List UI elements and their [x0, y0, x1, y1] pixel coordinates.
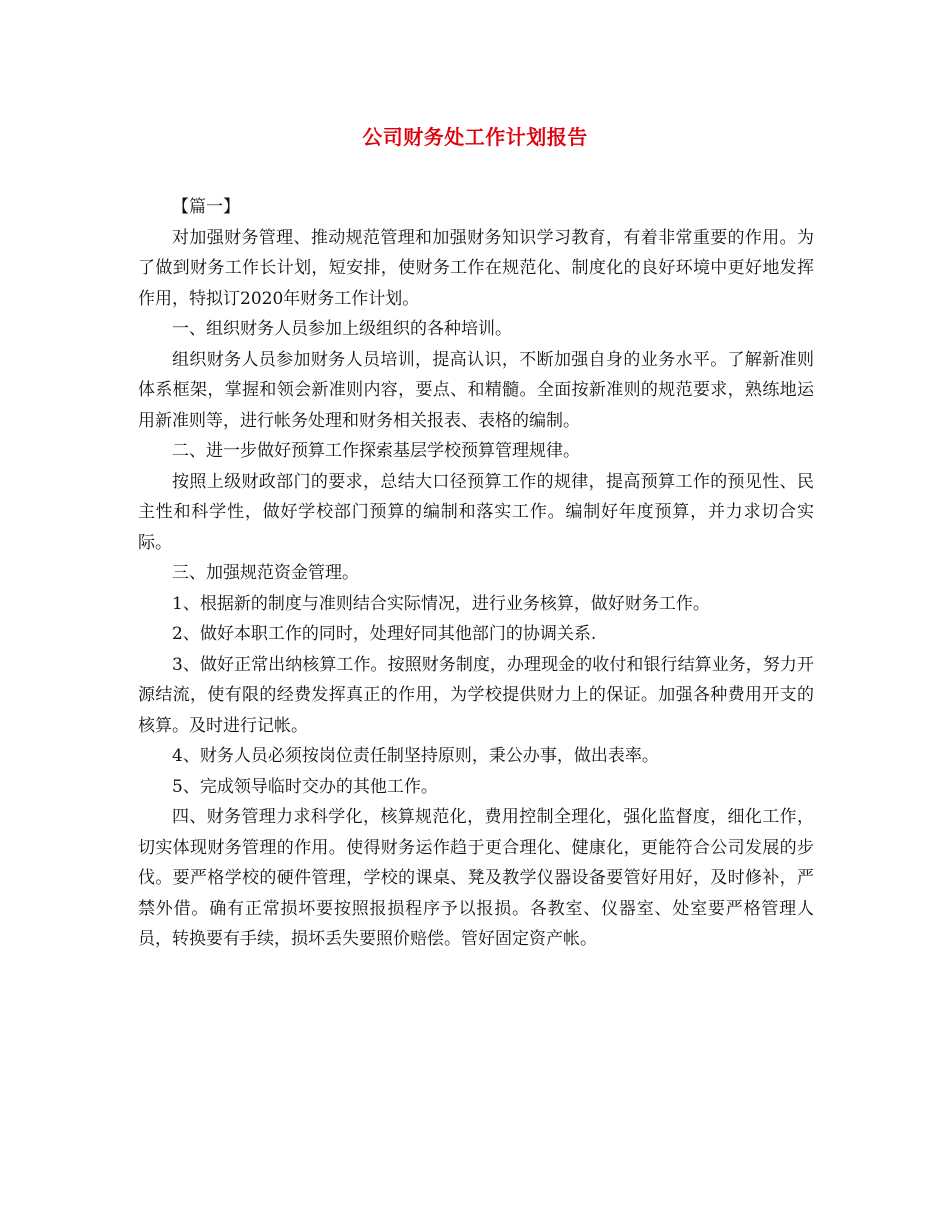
document-title: 公司财务处工作计划报告: [362, 125, 588, 149]
paragraph-budget: 按照上级财政部门的要求，总结大口径预算工作的规律，提高预算工作的预见性、民主性和科学性，做好学校部门预算的编制和落实工作。编制好年度预算，并力求切合实际。: [138, 471, 814, 553]
paragraph-training: 组织财务人员参加财务人员培训，提高认识，不断加强自身的业务水平。了解新准则体系框架，掌握和领会新准则内容，要点、和精髓。全面按新准则的规范要求，熟练地运用新准则等，进行帐务处理和财务相关报表、表格的编制。: [138, 349, 814, 431]
paragraph-management-science: 四、财务管理力求科学化，核算规范化，费用控制全理化，强化监督度，细化工作，切实体现财务管理的作用。使得财务运作趋于更合理化、健康化，更能符合公司发展的步伐。要严格学校的硬件管理，学校的课桌、凳及教学仪器设备要管好用好，及时修补，严禁外借。确有正常损坏要按照报损程序予以报损。各教室、仪器室、处室要严格管理人员，转换要有手续，损坏丢失要照价赔偿。管好固定资产帐。: [138, 807, 814, 949]
heading-training: 一、组织财务人员参加上级组织的各种培训。: [172, 319, 512, 339]
list-item: 3、做好正常出纳核算工作。按照财务制度，办理现金的收付和银行结算业务，努力开源结流，使有限的经费发挥真正的作用，为学校提供财力上的保证。加强各种费用开支的核算。及时进行记帐。: [138, 654, 814, 736]
section-marker: 【篇一】: [172, 197, 240, 217]
list-item: 4、财务人员必须按岗位责任制坚持原则，秉公办事，做出表率。: [172, 746, 659, 766]
list-item: 2、做好本职工作的同时，处理好同其他部门的协调关系.: [172, 624, 597, 644]
heading-fund-management: 三、加强规范资金管理。: [172, 563, 359, 583]
list-item: 5、完成领导临时交办的其他工作。: [172, 776, 438, 797]
heading-budget: 二、进一步做好预算工作探索基层学校预算管理规律。: [172, 441, 580, 461]
document-body: [138, 192, 814, 955]
intro-paragraph: 对加强财务管理、推动规范管理和加强财务知识学习教育，有着非常重要的作用。为了做到财务工作长计划，短安排，使财务工作在规范化、制度化的良好环境中更好地发挥作用，特拟订2020年财务工作计划。: [138, 227, 814, 309]
list-item: 1、根据新的制度与准则结合实际情况，进行业务核算，做好财务工作。: [172, 593, 710, 614]
